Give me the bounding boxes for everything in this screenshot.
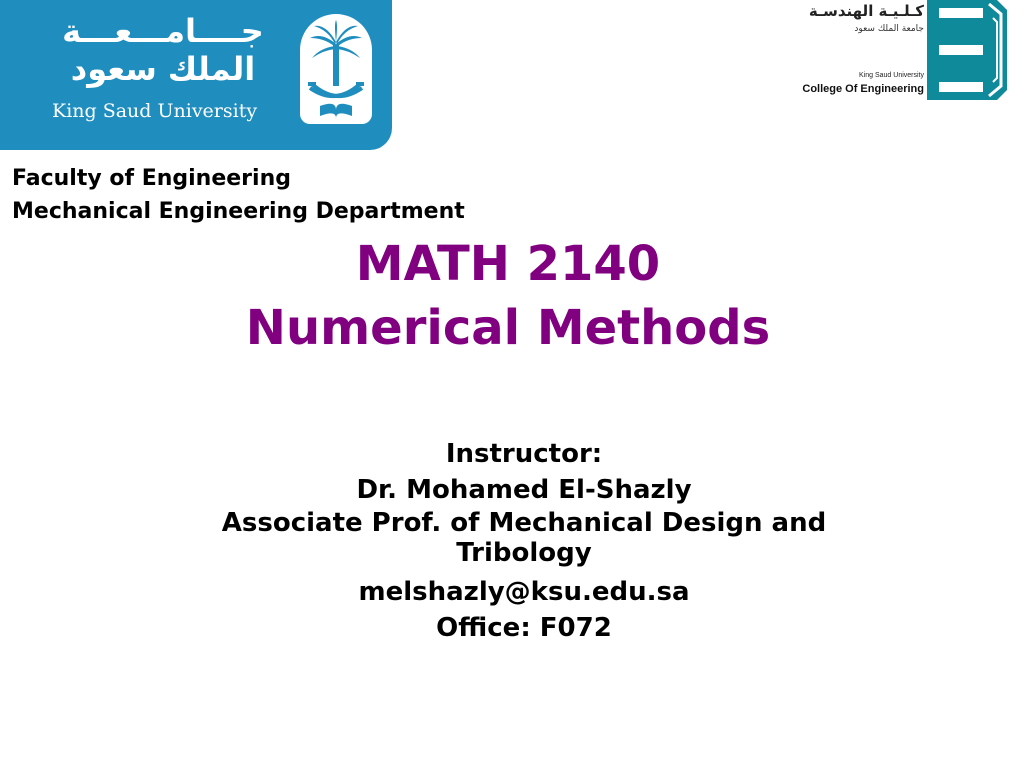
coe-arabic-subtitle: جامعة الملك سعود: [854, 24, 924, 34]
course-title: [0, 232, 1016, 360]
instructor-label: Instructor:: [445, 439, 603, 469]
e-letter-mark-icon: [927, 0, 1007, 100]
instructor-name: Dr. Mohamed El-Shazly: [356, 475, 692, 505]
coe-english-university: King Saud University: [859, 72, 924, 79]
ksu-arabic-line2: الملك سعود: [70, 50, 256, 88]
ksu-english-name: King Saud University: [52, 100, 258, 122]
instructor-title: Associate Prof. of Mechanical Design and Tribology: [221, 508, 827, 568]
coe-arabic-title: كـلـيـة الهندسـة: [808, 2, 924, 20]
college-engineering-logo: [795, 0, 1024, 100]
ksu-logo: [0, 0, 392, 150]
faculty-name: Faculty of Engineering: [12, 166, 291, 191]
instructor-email[interactable]: melshazly@ksu.edu.sa: [358, 577, 690, 607]
instructor-office: Office: F072: [436, 613, 612, 643]
department-name: Mechanical Engineering Department: [12, 199, 465, 224]
department-heading: [12, 162, 465, 228]
instructor-block: [200, 436, 848, 646]
course-name: Numerical Methods: [245, 300, 771, 356]
course-code: MATH 2140: [355, 236, 661, 292]
palm-swords-emblem-icon: [300, 14, 372, 124]
coe-english-college: College Of Engineering: [802, 83, 924, 95]
ksu-arabic-line1: جــــامـــعـــة: [62, 12, 264, 50]
